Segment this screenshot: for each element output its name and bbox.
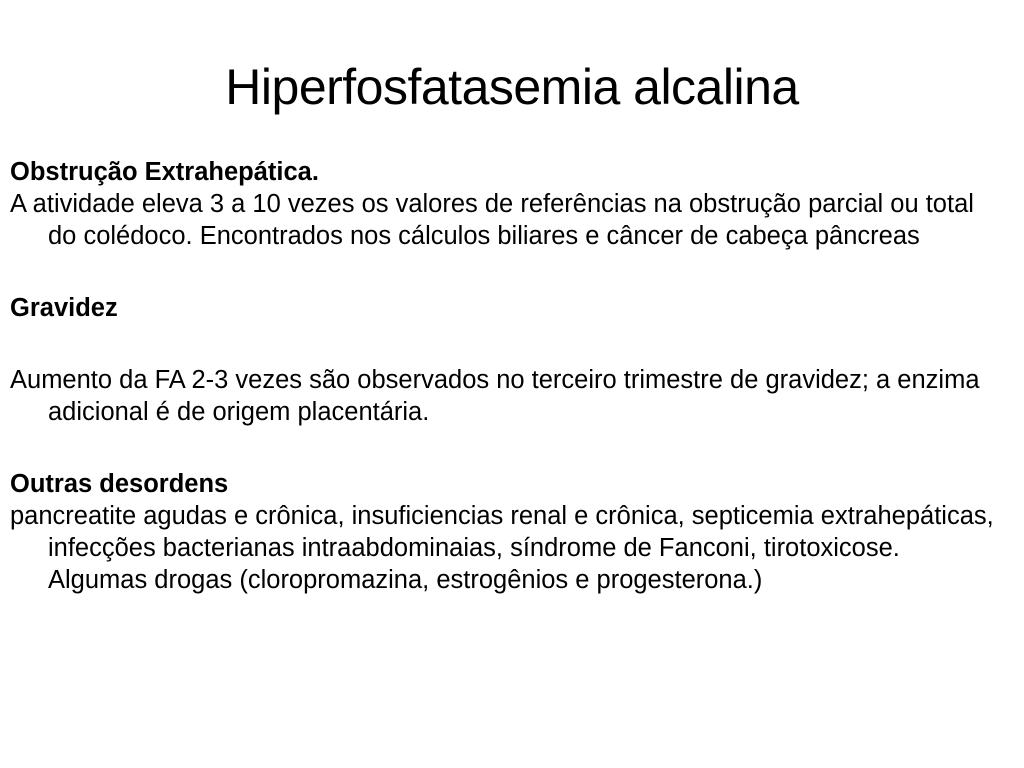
spacer	[10, 252, 1000, 292]
section-text-gravidez: Aumento da FA 2-3 vezes são observados no terceiro trimestre de gravidez; a enzima adicional é de origem placentária.	[10, 366, 980, 426]
spacer	[10, 428, 1000, 468]
section-text-obstrucao: A atividade eleva 3 a 10 vezes os valores de referências na obstrução parcial ou total do colédoco. Encontrados nos cálculos biliares e câncer de cabeça pâncreas	[10, 190, 974, 250]
slide-content	[10, 156, 1000, 596]
section-heading-obstrucao: Obstrução Extrahepática.	[10, 158, 319, 186]
section-heading-outras: Outras desordens	[10, 470, 229, 498]
section-text-outras: pancreatite agudas e crônica, insuficiencias renal e crônica, septicemia extrahepáticas, infecções bacterianas intraabdominaias, síndrome de Fanconi, tirotoxicose. Algumas drogas (cloropromazina, estrogênios e progesterona.)	[10, 502, 994, 594]
slide-title: Hiperfosfatasemia alcalina	[225, 59, 799, 115]
section-heading-gravidez: Gravidez	[10, 294, 118, 322]
spacer	[10, 324, 1000, 364]
